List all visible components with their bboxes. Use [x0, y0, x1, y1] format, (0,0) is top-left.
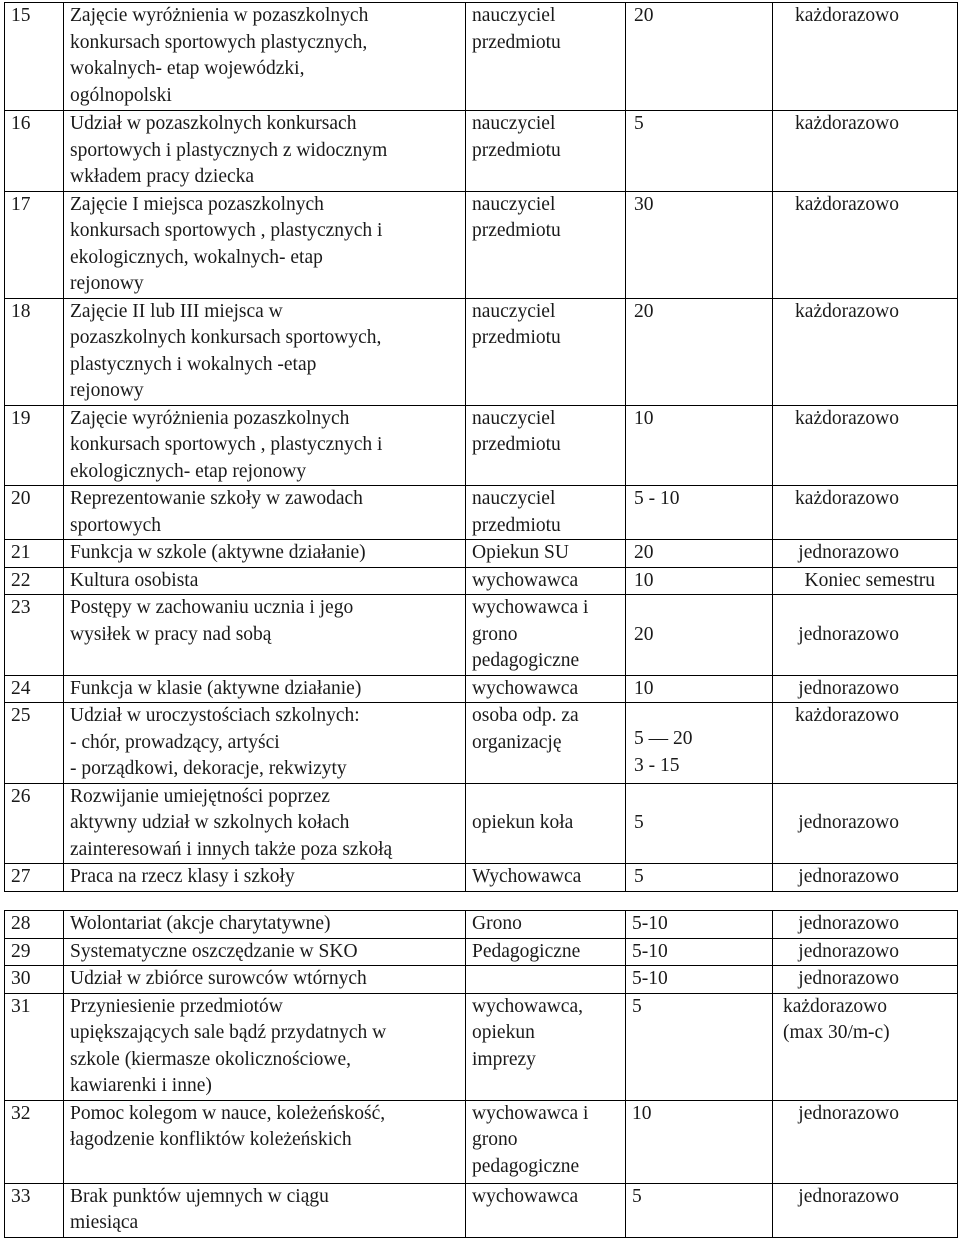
frequency	[773, 3, 958, 111]
cell-line: ekologicznych, wokalnych- etap	[70, 246, 323, 268]
responsible-person	[466, 993, 626, 1100]
cell-line: wychowawca	[472, 1185, 579, 1207]
cell-line: przedmiotu	[472, 514, 561, 536]
frequency	[773, 703, 958, 784]
responsible-person	[466, 1183, 626, 1237]
frequency-text: każdorazowo	[795, 705, 899, 726]
cell-line: Pedagogiczne	[472, 940, 581, 962]
points-text: 5 - 10	[634, 488, 680, 509]
points-text: 5	[632, 995, 642, 1017]
cell-line: konkursach sportowych , plastycznych i	[70, 434, 383, 455]
frequency-text: każdorazowo	[795, 5, 899, 26]
frequency	[773, 405, 958, 486]
row-number	[5, 3, 64, 111]
table-row	[5, 111, 958, 192]
cell-line: Wychowawca	[472, 866, 582, 887]
responsible-person	[466, 783, 626, 864]
frequency-text: każdorazowo	[795, 300, 899, 322]
cell-line: Zajęcie wyróżnienia pozaszkolnych	[70, 407, 350, 429]
cell-line: Brak punktów ujemnych w ciągu	[70, 1185, 329, 1207]
cell-line: Grono	[472, 913, 522, 934]
cell-line: nauczyciel	[472, 113, 556, 134]
points-value	[626, 567, 773, 595]
frequency-text: każdorazowo	[795, 488, 899, 509]
table-row	[5, 783, 958, 864]
frequency	[773, 111, 958, 192]
frequency-text: każdorazowo	[795, 113, 899, 134]
cell-line: Opiekun SU	[472, 542, 569, 563]
frequency	[773, 540, 958, 568]
activity-description	[64, 1183, 466, 1237]
activity-description	[64, 938, 466, 966]
points-text: 20	[634, 623, 654, 645]
responsible-person	[466, 111, 626, 192]
cell-line: rejonowy	[70, 380, 144, 401]
table-row	[5, 1100, 958, 1183]
frequency-text: jednorazowo	[798, 812, 899, 833]
cell-line: pedagogiczne	[472, 1155, 580, 1177]
cell-line: 5 — 20	[634, 728, 693, 750]
cell-line: Pomoc kolegom w nauce, koleżeńskość,	[70, 1102, 386, 1124]
cell-line: wychowawca	[472, 677, 579, 699]
frequency-text: jednorazowo	[798, 968, 899, 989]
frequency	[773, 567, 958, 595]
points-value	[626, 675, 773, 703]
cell-line: rejonowy	[70, 273, 144, 294]
responsible-person	[466, 675, 626, 703]
row-number-text: 23	[11, 597, 31, 618]
frequency	[773, 595, 958, 676]
responsible-person	[466, 938, 626, 966]
table-row	[5, 864, 958, 892]
cell-line: Reprezentowanie szkoły w zawodach	[70, 488, 363, 509]
table-row	[5, 1183, 958, 1237]
row-number	[5, 938, 64, 966]
activity-description	[64, 298, 466, 405]
points-value	[626, 703, 773, 784]
table-row	[5, 703, 958, 784]
responsible-person	[466, 191, 626, 298]
frequency-text: każdorazowo	[795, 407, 899, 429]
row-number	[5, 405, 64, 486]
cell-line: 3 - 15	[634, 754, 680, 776]
row-number	[5, 191, 64, 298]
cell-line: Funkcja w klasie (aktywne działanie)	[70, 677, 362, 699]
cell-line: grono	[472, 623, 518, 645]
cell-line: Postępy w zachowaniu ucznia i jego	[70, 597, 354, 618]
cell-line: nauczyciel	[472, 5, 556, 26]
row-number-text: 31	[11, 995, 31, 1017]
table-row	[5, 567, 958, 595]
cell-line: Praca na rzecz klasy i szkoły	[70, 866, 295, 887]
row-number	[5, 675, 64, 703]
activity-description	[64, 111, 466, 192]
row-number	[5, 1100, 64, 1183]
cell-line: wkładem pracy dziecka	[70, 166, 255, 187]
cell-line: ekologicznych- etap rejonowy	[70, 460, 307, 482]
points-table-top	[4, 2, 958, 892]
cell-line: - porządkowi, dekoracje, rekwizyty	[70, 758, 347, 779]
points-value	[626, 783, 773, 864]
points-value	[626, 486, 773, 540]
activity-description	[64, 3, 466, 111]
row-number-text: 17	[11, 193, 31, 215]
table-row	[5, 486, 958, 540]
row-number-text: 18	[11, 300, 31, 322]
cell-line: plastycznych i wokalnych -etap	[70, 353, 317, 375]
cell-line: pedagogiczne	[472, 650, 580, 671]
row-number-text: 32	[11, 1102, 31, 1124]
points-value	[626, 405, 773, 486]
responsible-person	[466, 966, 626, 994]
row-number-text: 19	[11, 407, 31, 429]
frequency	[773, 911, 958, 939]
row-number-text: 27	[11, 866, 31, 887]
points-value	[626, 298, 773, 405]
points-value	[626, 966, 773, 994]
cell-line: upiększających sale bądź przydatnych w	[70, 1022, 387, 1043]
row-number	[5, 703, 64, 784]
table-row	[5, 3, 958, 111]
cell-line: Udział w pozaszkolnych konkursach	[70, 113, 357, 134]
table-row	[5, 911, 958, 939]
activity-description	[64, 966, 466, 994]
row-number	[5, 1183, 64, 1237]
cell-line: wychowawca i	[472, 1102, 589, 1124]
cell-line: każdorazowo	[783, 995, 887, 1017]
frequency-text: Koniec semestru	[804, 569, 935, 591]
row-number	[5, 567, 64, 595]
table-row	[5, 540, 958, 568]
points-text: 20	[634, 300, 654, 322]
points-text: 5-10	[632, 913, 668, 934]
points-value	[626, 191, 773, 298]
frequency-text: jednorazowo	[798, 677, 899, 699]
row-number-text: 22	[11, 569, 31, 591]
responsible-person	[466, 703, 626, 784]
table-row	[5, 966, 958, 994]
activity-description	[64, 405, 466, 486]
cell-line: łagodzenie konfliktów koleżeńskich	[70, 1129, 352, 1150]
cell-line: organizację	[472, 731, 562, 753]
activity-description	[64, 540, 466, 568]
row-number	[5, 486, 64, 540]
responsible-person	[466, 298, 626, 405]
points-text: 30	[634, 193, 654, 215]
table-row	[5, 405, 958, 486]
points-text: 20	[634, 5, 654, 26]
points-table-bottom	[4, 910, 958, 1238]
cell-line: konkursach sportowych , plastycznych i	[70, 220, 383, 241]
cell-line: Rozwijanie umiejętności poprzez	[70, 785, 330, 807]
cell-line: Funkcja w szkole (aktywne działanie)	[70, 542, 366, 563]
points-value	[626, 993, 773, 1100]
cell-line: pozaszkolnych konkursach sportowych,	[70, 327, 382, 348]
responsible-person	[466, 3, 626, 111]
points-text: 5-10	[632, 968, 668, 989]
points-value	[626, 911, 773, 939]
cell-line: Zajęcie II lub III miejsca w	[70, 300, 283, 322]
cell-line: ogólnopolski	[70, 84, 172, 106]
frequency-text: jednorazowo	[798, 866, 899, 887]
cell-line: Udział w uroczystościach szkolnych:	[70, 705, 360, 726]
cell-line: sportowych	[70, 514, 161, 536]
row-number-text: 15	[11, 5, 31, 26]
cell-line: sportowych i plastycznych z widocznym	[70, 139, 388, 161]
frequency	[773, 1183, 958, 1237]
responsible-person	[466, 567, 626, 595]
cell-line: (max 30/m-c)	[783, 1022, 890, 1043]
frequency-text: jednorazowo	[798, 940, 899, 962]
points-text: 20	[634, 542, 654, 563]
points-text: 5	[632, 1185, 642, 1207]
frequency-text: każdorazowo	[795, 193, 899, 215]
activity-description	[64, 703, 466, 784]
points-value	[626, 1183, 773, 1237]
responsible-person	[466, 540, 626, 568]
cell-line: aktywny udział w szkolnych kołach	[70, 812, 350, 833]
cell-line: wychowawca i	[472, 597, 589, 618]
frequency	[773, 993, 958, 1100]
cell-line: konkursach sportowych plastycznych,	[70, 31, 368, 53]
cell-line: osoba odp. za	[472, 705, 579, 726]
responsible-person	[466, 911, 626, 939]
frequency	[773, 191, 958, 298]
activity-description	[64, 486, 466, 540]
cell-line: Wolontariat (akcje charytatywne)	[70, 913, 331, 934]
points-text: 10	[634, 677, 654, 699]
responsible-person	[466, 486, 626, 540]
table-row	[5, 675, 958, 703]
cell-line: Systematyczne oszczędzanie w SKO	[70, 940, 358, 962]
row-number-text: 25	[11, 705, 31, 726]
row-number-text: 16	[11, 113, 31, 134]
cell-line: przedmiotu	[472, 31, 561, 53]
cell-line: wychowawca,	[472, 995, 583, 1017]
cell-line: nauczyciel	[472, 193, 556, 215]
cell-line: przedmiotu	[472, 139, 561, 161]
points-text: 10	[632, 1102, 652, 1124]
points-text: 5	[634, 113, 644, 134]
cell-line: - chór, prowadzący, artyści	[70, 731, 280, 753]
row-number-text: 28	[11, 913, 31, 934]
points-text: 10	[634, 407, 654, 429]
frequency-text: jednorazowo	[798, 1185, 899, 1207]
cell-line: szkole (kiermasze okolicznościowe,	[70, 1048, 352, 1070]
row-number	[5, 595, 64, 676]
row-number	[5, 993, 64, 1100]
row-number-text: 26	[11, 785, 31, 807]
cell-line: miesiąca	[70, 1212, 139, 1233]
table-row	[5, 938, 958, 966]
cell-line: przedmiotu	[472, 220, 561, 241]
responsible-person	[466, 864, 626, 892]
frequency	[773, 486, 958, 540]
frequency	[773, 938, 958, 966]
cell-line: nauczyciel	[472, 300, 556, 322]
cell-line: wychowawca	[472, 569, 579, 591]
activity-description	[64, 864, 466, 892]
cell-line: przedmiotu	[472, 327, 561, 348]
frequency	[773, 783, 958, 864]
points-text: 5-10	[632, 940, 668, 962]
cell-line: Zajęcie I miejsca pozaszkolnych	[70, 193, 324, 215]
row-number-text: 30	[11, 968, 31, 989]
cell-line: opiekun koła	[472, 812, 574, 833]
activity-description	[64, 1100, 466, 1183]
points-value	[626, 595, 773, 676]
cell-line: opiekun	[472, 1022, 535, 1043]
frequency	[773, 298, 958, 405]
frequency-text: jednorazowo	[798, 623, 899, 645]
responsible-person	[466, 595, 626, 676]
cell-line: wokalnych- etap wojewódzki,	[70, 58, 305, 79]
points-value	[626, 938, 773, 966]
table-row	[5, 595, 958, 676]
points-text: 10	[634, 569, 654, 591]
frequency-text: jednorazowo	[798, 1102, 899, 1124]
points-value	[626, 1100, 773, 1183]
responsible-person	[466, 405, 626, 486]
cell-line: imprezy	[472, 1048, 536, 1070]
responsible-person	[466, 1100, 626, 1183]
points-text: 5	[634, 812, 644, 833]
activity-description	[64, 675, 466, 703]
row-number	[5, 540, 64, 568]
activity-description	[64, 567, 466, 595]
cell-line: grono	[472, 1129, 518, 1150]
points-value	[626, 3, 773, 111]
cell-line: zainteresowań i innych także poza szkołą	[70, 838, 393, 860]
frequency-text: jednorazowo	[798, 542, 899, 563]
points-value	[626, 111, 773, 192]
row-number	[5, 783, 64, 864]
cell-line: nauczyciel	[472, 407, 556, 429]
activity-description	[64, 191, 466, 298]
table-row	[5, 298, 958, 405]
frequency	[773, 1100, 958, 1183]
points-value	[626, 864, 773, 892]
row-number	[5, 111, 64, 192]
frequency	[773, 864, 958, 892]
cell-line: Przyniesienie przedmiotów	[70, 995, 283, 1017]
row-number-text: 29	[11, 940, 31, 962]
cell-line: wysiłek w pracy nad sobą	[70, 623, 272, 645]
cell-line: przedmiotu	[472, 434, 561, 455]
activity-description	[64, 595, 466, 676]
cell-line: nauczyciel	[472, 488, 556, 509]
row-number	[5, 911, 64, 939]
points-text: 5	[634, 866, 644, 887]
frequency-text: jednorazowo	[798, 913, 899, 934]
activity-description	[64, 911, 466, 939]
points-value	[626, 540, 773, 568]
frequency	[773, 675, 958, 703]
activity-description	[64, 993, 466, 1100]
table-row	[5, 993, 958, 1100]
row-number-text: 33	[11, 1185, 31, 1207]
cell-line: kawiarenki i inne)	[70, 1075, 212, 1096]
activity-description	[64, 783, 466, 864]
row-number-text: 20	[11, 488, 31, 509]
row-number	[5, 864, 64, 892]
cell-line: Zajęcie wyróżnienia w pozaszkolnych	[70, 5, 369, 26]
cell-line: Kultura osobista	[70, 569, 199, 591]
table-row	[5, 191, 958, 298]
row-number	[5, 298, 64, 405]
row-number-text: 24	[11, 677, 31, 699]
row-number-text: 21	[11, 542, 31, 563]
row-number	[5, 966, 64, 994]
frequency	[773, 966, 958, 994]
cell-line: Udział w zbiórce surowców wtórnych	[70, 968, 367, 989]
